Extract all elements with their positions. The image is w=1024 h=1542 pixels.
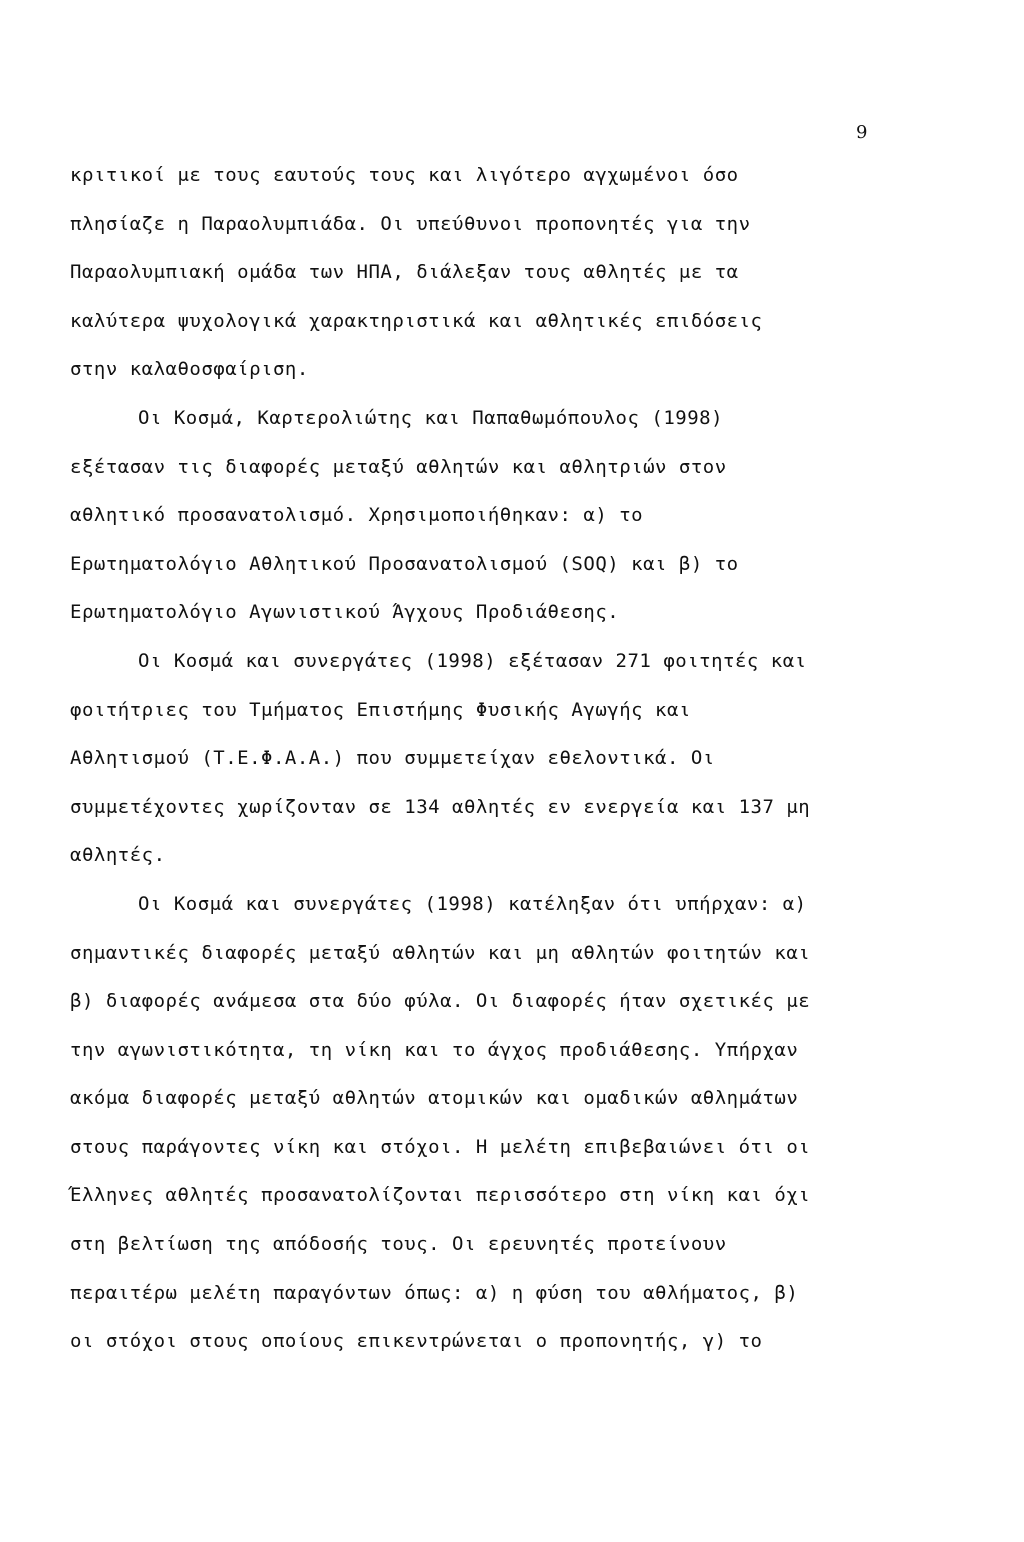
text-line: Ερωτηματολόγιο Αγωνιστικού Άγχους Προδιάθεσης.: [70, 601, 620, 624]
text-line: στην καλαθοσφαίριση.: [70, 358, 309, 381]
text-line: φοιτήτριες του Τμήματος Επιστήμης Φυσικής Αγωγής και: [70, 698, 691, 721]
text-line: Έλληνες αθλητές προσανατολίζονται περισσότερο στη νίκη και όχι: [70, 1184, 811, 1207]
text-line: στη βελτίωση της απόδοσής τους. Οι ερευνητές προτείνουν: [70, 1233, 727, 1256]
paragraph-first-line: Οι Κοσμά και συνεργάτες (1998) εξέτασαν 271 φοιτητές και: [138, 649, 807, 672]
paragraph-first-line: Οι Κοσμά, Καρτερολιώτης και Παπαθωμόπουλος (1998): [138, 406, 724, 429]
text-line: οι στόχοι στους οποίους επικεντρώνεται ο προπονητής, γ) το: [70, 1330, 763, 1353]
text-line: Αθλητισμού (Τ.Ε.Φ.Α.Α.) που συμμετείχαν εθελοντικά. Οι: [70, 747, 715, 770]
text-line: σημαντικές διαφορές μεταξύ αθλητών και μη αθλητών φοιτητών και: [70, 941, 811, 964]
text-line: κριτικοί με τους εαυτούς τους και λιγότερο αγχωμένοι όσο: [70, 164, 739, 186]
text-line: αθλητές.: [70, 844, 166, 867]
text-line: αθλητικό προσανατολισμό. Χρησιμοποιήθηκαν: α) το: [70, 504, 644, 527]
text-line: β) διαφορές ανάμεσα στα δύο φύλα. Οι διαφορές ήταν σχετικές με: [70, 990, 811, 1013]
text-line: στους παράγοντες νίκη και στόχοι. Η μελέτη επιβεβαιώνει ότι οι: [70, 1135, 811, 1158]
page-number: 9: [856, 122, 868, 143]
text-line: εξέτασαν τις διαφορές μεταξύ αθλητών και αθλητριών στον: [70, 455, 727, 478]
text-line: Παραολυμπιακή ομάδα των ΗΠΑ, διάλεξαν τους αθλητές με τα: [70, 261, 739, 284]
text-line: ακόμα διαφορές μεταξύ αθλητών ατομικών και ομαδικών αθλημάτων: [70, 1087, 799, 1110]
text-line: πλησίαζε η Παραολυμπιάδα. Οι υπεύθυνοι προπονητές για την: [70, 212, 751, 235]
text-line: συμμετέχοντες χωρίζονταν σε 134 αθλητές εν ενεργεία και 137 μη: [70, 795, 811, 818]
text-line: καλύτερα ψυχολογικά χαρακτηριστικά και αθλητικές επιδόσεις: [70, 309, 763, 332]
text-line: Ερωτηματολόγιο Αθλητικού Προσανατολισμού (SOQ) και β) το: [70, 552, 739, 575]
paragraph-first-line: Οι Κοσμά και συνεργάτες (1998) κατέληξαν ότι υπήρχαν: α): [138, 892, 807, 915]
text-line: περαιτέρω μελέτη παραγόντων όπως: α) η φύση του αθλήματος, β): [70, 1281, 799, 1304]
text-line: την αγωνιστικότητα, τη νίκη και το άγχος προδιάθεσης. Υπήρχαν: [70, 1038, 799, 1061]
body-text: [70, 155, 970, 1370]
